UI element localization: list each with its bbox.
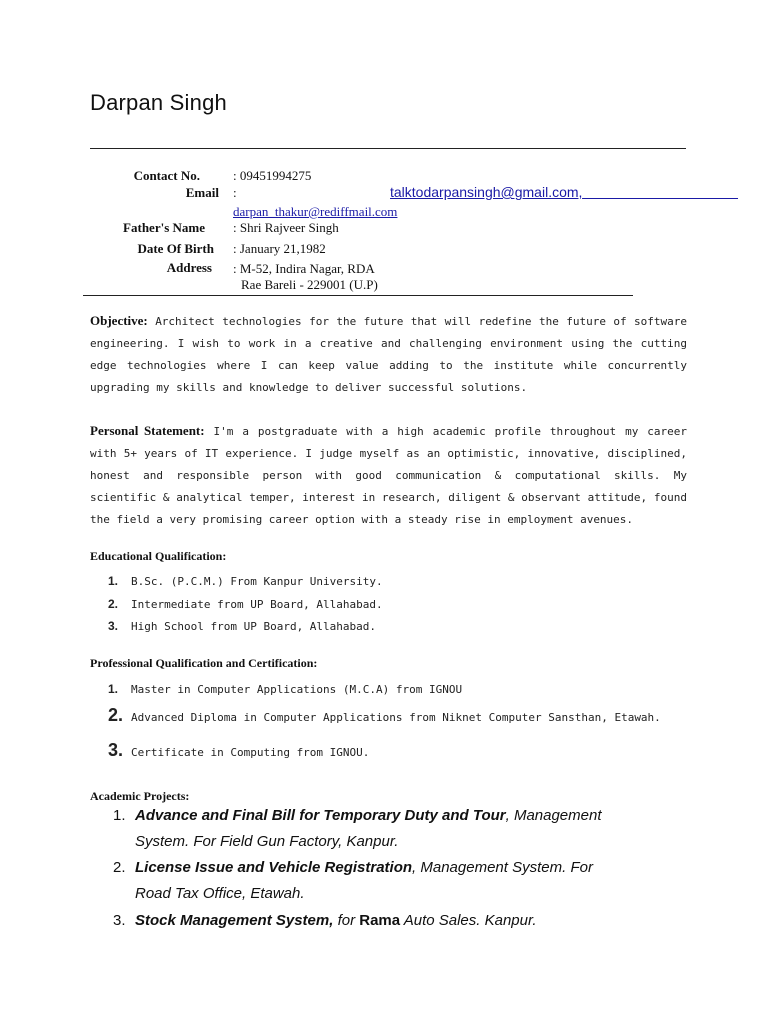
list-number: 1. xyxy=(108,574,119,588)
project-title: Advance and Final Bill for Temporary Duty and Tour xyxy=(135,807,506,824)
objective-text: Architect technologies for the future that will redefine the future of software engineering. I wish to work in a creative and challenging environment using the cutting edge technologies where I can keep value adding to the institute while concurrently upgrading my skills and knowledge to deliver successful solutions. xyxy=(90,315,688,394)
contact-label: Contact No. xyxy=(133,168,200,183)
project-item xyxy=(113,803,602,829)
list-number: 1. xyxy=(108,682,119,696)
project-desc: Auto Sales. Kanpur. xyxy=(400,912,537,929)
list-item xyxy=(108,705,661,726)
project-item xyxy=(113,908,537,934)
project-number: 1. xyxy=(113,807,126,824)
project-number: 3. xyxy=(113,912,126,929)
project-title: Stock Management System, xyxy=(135,912,334,929)
projects-heading: Academic Projects: xyxy=(90,789,190,803)
project-client: Rama xyxy=(359,912,401,929)
email-label: Email xyxy=(185,185,219,200)
list-text: Advanced Diploma in Computer Applications from Niknet Computer Sansthan, Etawah. xyxy=(131,711,661,724)
objective-label: Objective: xyxy=(90,313,148,328)
list-text: Intermediate from UP Board, Allahabad. xyxy=(131,598,383,611)
address-label: Address xyxy=(166,260,212,275)
list-item xyxy=(108,682,462,696)
objective-paragraph xyxy=(90,310,687,399)
contact-value: : 09451994275 xyxy=(233,168,312,183)
list-text: B.Sc. (P.C.M.) From Kanpur University. xyxy=(131,575,383,588)
email-primary-link[interactable]: talktodarpansingh@gmail.com, xyxy=(390,184,583,200)
email-underline-filler xyxy=(582,184,738,200)
project-desc-cont: Road Tax Office, Etawah. xyxy=(135,885,305,902)
list-item xyxy=(108,597,383,611)
email-secondary-link[interactable]: darpan_thakur@rediffmail.com xyxy=(233,204,398,219)
personal-statement-paragraph xyxy=(90,420,687,531)
father-value: : Shri Rajveer Singh xyxy=(233,220,339,235)
candidate-name: Darpan Singh xyxy=(90,90,227,115)
email-primary-wrap xyxy=(390,184,768,202)
list-number: 2. xyxy=(108,705,124,725)
list-text: Master in Computer Applications (M.C.A) from IGNOU xyxy=(131,683,463,696)
list-number: 3. xyxy=(108,740,124,760)
dob-value: : January 21,1982 xyxy=(233,241,326,256)
personal-statement-text: I'm a postgraduate with a high academic profile throughout my career with 5+ years of IT experience. I judge myself as an optimistic, innovative, disciplined, honest and responsible person with good communication & computational skills. My scientific & analytical temper, interest in research, diligent & observant attitude, found the field a very promising career option with a steady rise in employment avenues. xyxy=(90,425,687,526)
list-text: High School from UP Board, Allahabad. xyxy=(131,620,377,633)
project-number: 2. xyxy=(113,859,126,876)
list-number: 3. xyxy=(108,619,119,633)
project-item xyxy=(113,855,593,881)
list-item xyxy=(108,619,376,633)
professional-heading: Professional Qualification and Certification: xyxy=(90,656,318,670)
project-desc: , Management xyxy=(505,807,602,824)
contact-divider xyxy=(83,295,633,296)
header-divider xyxy=(90,148,686,149)
dob-label: Date Of Birth xyxy=(137,241,214,256)
project-title: License Issue and Vehicle Registration xyxy=(135,859,413,876)
email-colon: : xyxy=(233,185,237,200)
education-heading: Educational Qualification: xyxy=(90,549,227,563)
address-line2: Rae Bareli - 229001 (U.P) xyxy=(241,277,378,292)
father-label: Father's Name xyxy=(123,220,205,235)
personal-statement-label: Personal Statement: xyxy=(90,423,205,438)
address-line1: : M-52, Indira Nagar, RDA xyxy=(233,261,375,276)
list-item xyxy=(108,574,383,588)
project-desc: , Management System. For xyxy=(412,859,593,876)
project-desc: for xyxy=(333,912,360,929)
list-item xyxy=(108,740,369,761)
list-text: Certificate in Computing from IGNOU. xyxy=(131,746,370,759)
list-number: 2. xyxy=(108,597,119,611)
project-desc-cont: System. For Field Gun Factory, Kanpur. xyxy=(135,833,399,850)
